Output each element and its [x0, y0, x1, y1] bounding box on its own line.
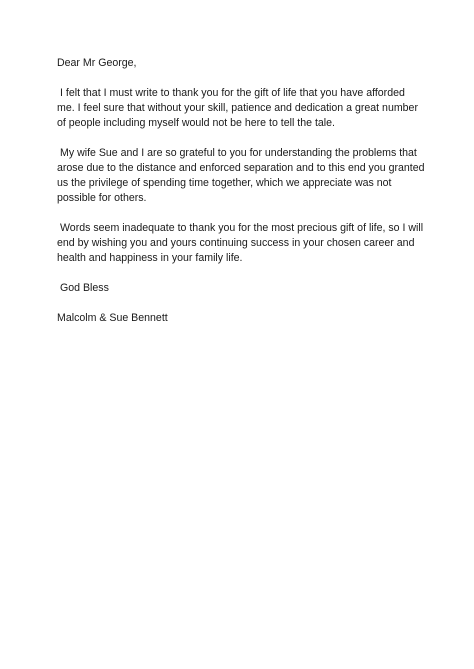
salutation: Dear Mr George, — [57, 57, 137, 69]
paragraph-gratitude: My wife Sue and I are so grateful to you for understanding the problems that arose due to the distance and enforced separation and to this end you granted us the privilege of spending time together, which we appreciate was not possible for others. — [57, 147, 425, 204]
closing: God Bless — [60, 282, 109, 294]
paragraph-thanks: I felt that I must write to thank you for the gift of life that you have afforded me. I feel sure that without your skill, patience and dedication a great number of people including myself would not be here to tell the tale. — [57, 87, 418, 129]
letter-body — [57, 56, 432, 326]
paragraph-wishes: Words seem inadequate to thank you for the most precious gift of life, so I will end by wishing you and yours continuing success in your chosen career and health and happiness in your family life. — [57, 222, 424, 264]
signature: Malcolm & Sue Bennett — [57, 312, 168, 324]
